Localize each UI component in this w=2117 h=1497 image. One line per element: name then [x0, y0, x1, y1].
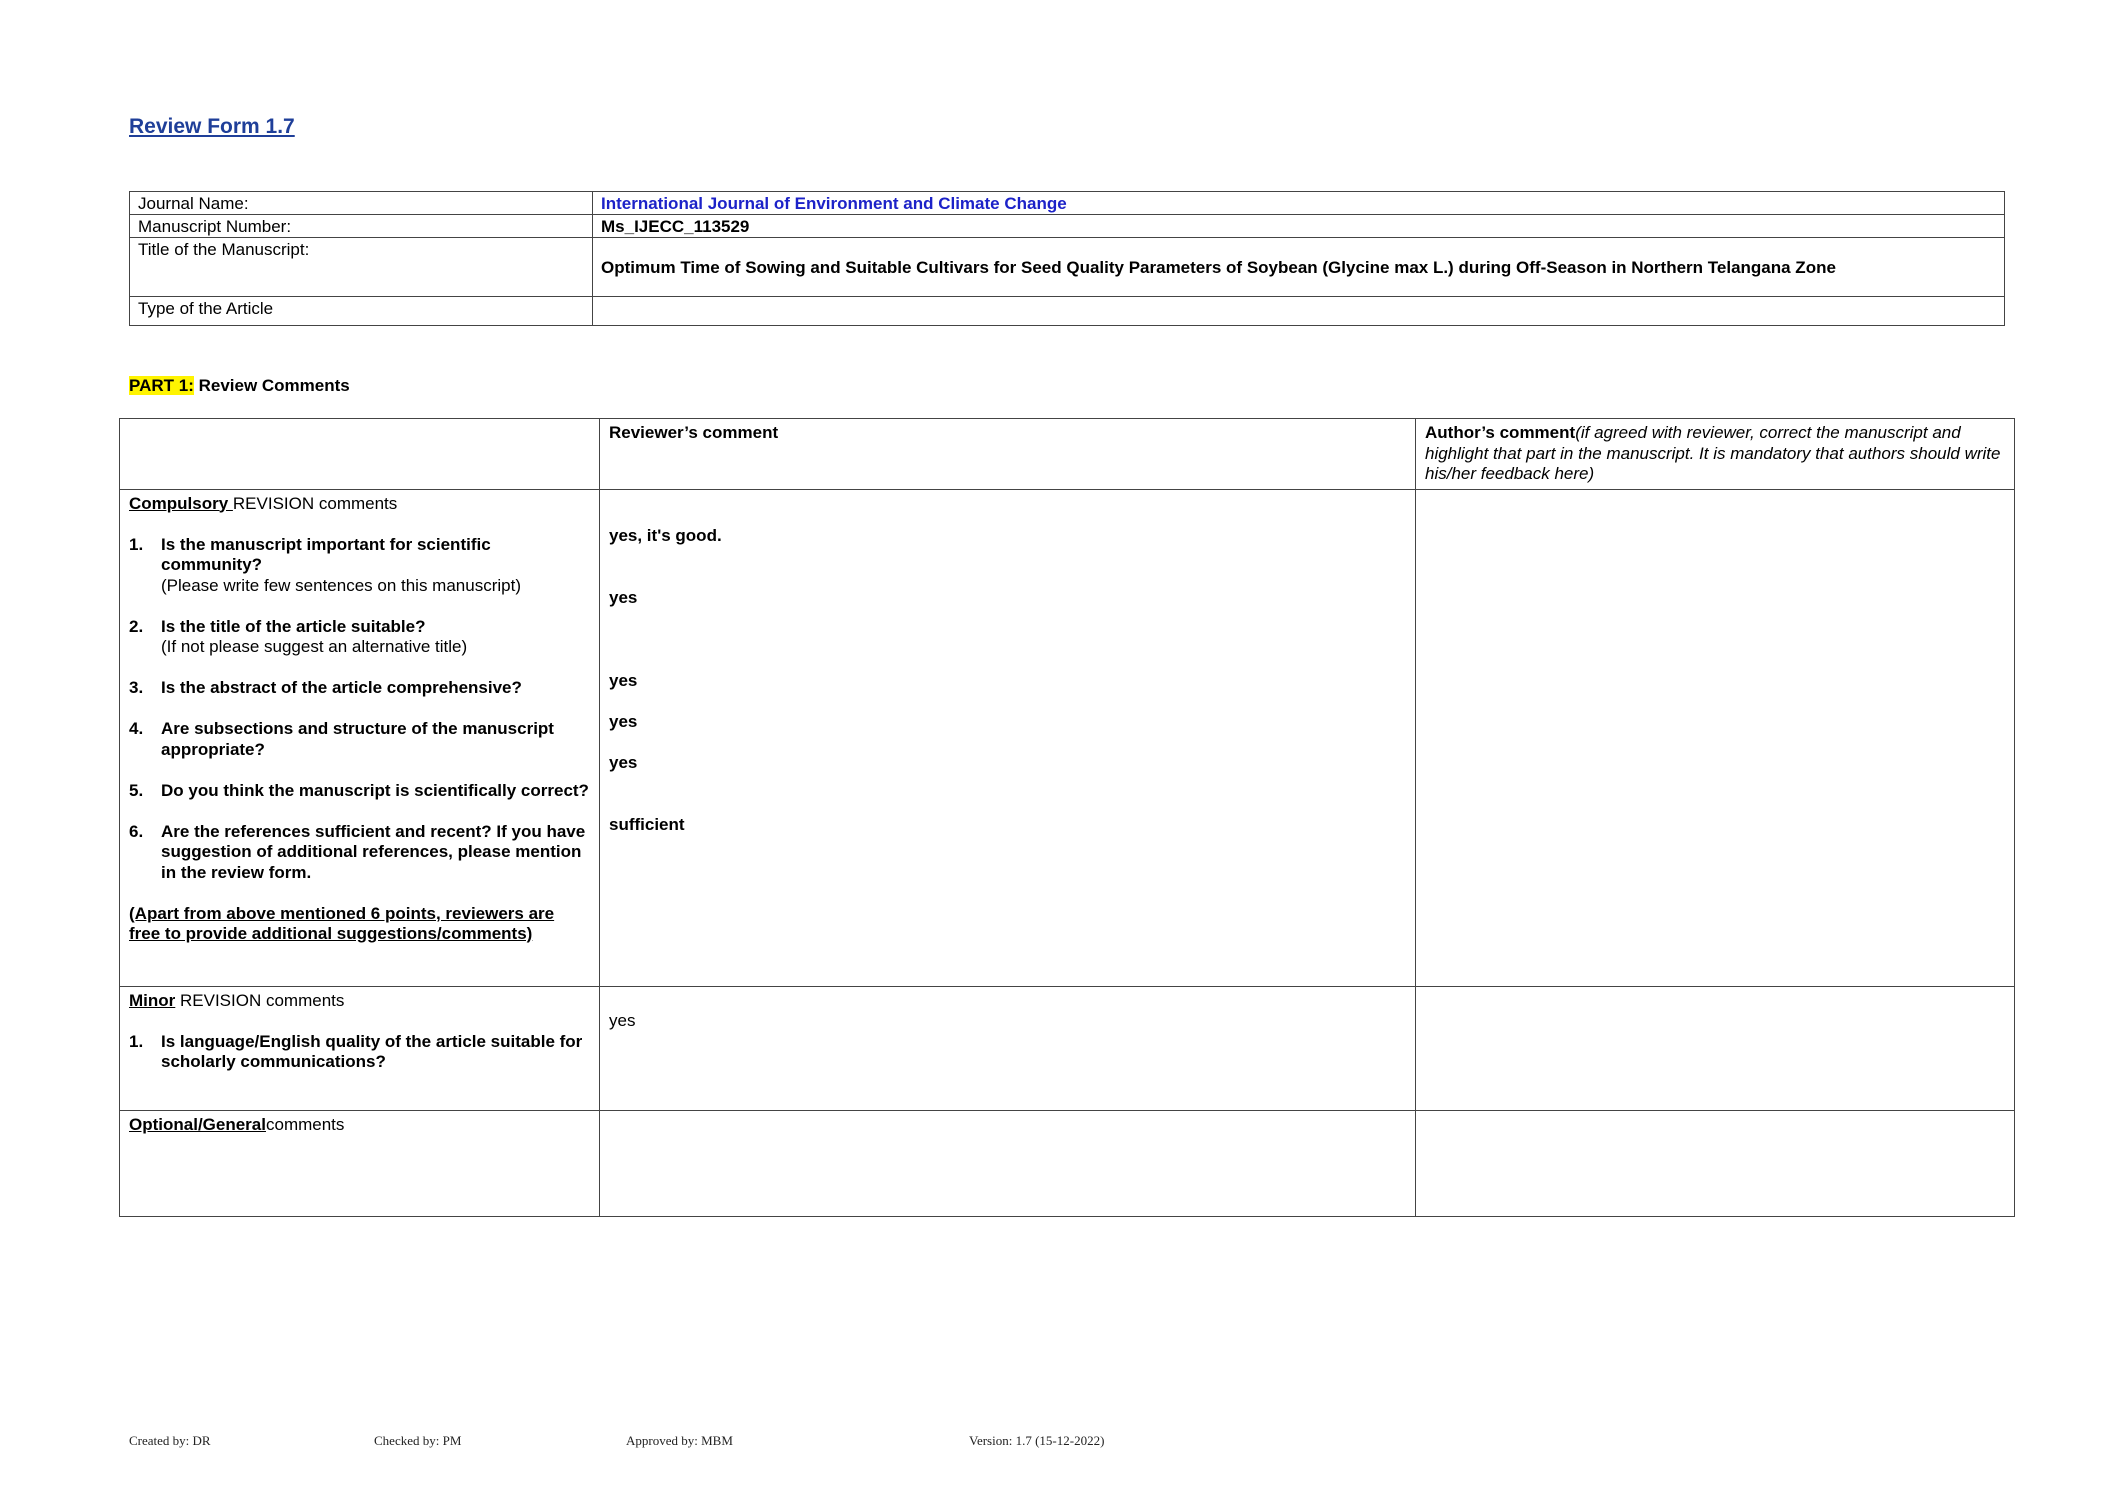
review-comments-table: [119, 418, 2015, 1217]
question-number: 3.: [129, 678, 144, 697]
additional-suggestions-note: (Apart from above mentioned 6 points, reviewers are free to provide additional suggestions/comments): [129, 903, 555, 943]
type-value[interactable]: [593, 297, 2005, 326]
journal-row: [130, 192, 2005, 215]
optional-row: [120, 1110, 2015, 1216]
author-comment-header: [1416, 419, 2015, 490]
title-value: Optimum Time of Sowing and Suitable Cultivars for Seed Quality Parameters of Soybean (Glycine max L.) during Off-Season in Northern Telangana Zone: [593, 238, 2005, 297]
question-text: Is the manuscript important for scientific community?: [161, 534, 491, 574]
footer-checked: Checked by: PM: [374, 1433, 462, 1448]
part1-tag: PART 1:: [129, 376, 194, 395]
minor-question-text: Is language/English quality of the article suitable for scholarly communications?: [161, 1031, 583, 1071]
footer-version: Version: 1.7 (15-12-2022): [969, 1433, 1105, 1448]
reviewer-answer: yes: [609, 752, 638, 772]
answer-list: [609, 494, 1406, 982]
part1-heading: [129, 376, 350, 396]
question-number: 4.: [129, 719, 144, 738]
title-row: [130, 238, 2005, 297]
question-header-cell: [120, 419, 600, 490]
question-number: 2.: [129, 616, 144, 636]
manuscript-number-row: [130, 215, 2005, 238]
journal-value: International Journal of Environment and Climate Change: [593, 192, 2005, 215]
minor-question-number: 1.: [129, 1031, 144, 1051]
minor-label-rest: REVISION comments: [175, 990, 345, 1010]
question-item: [129, 678, 590, 699]
minor-author-cell[interactable]: [1416, 986, 2015, 1110]
compulsory-questions-cell: [120, 489, 600, 986]
question-hint: (If not please suggest an alternative title): [161, 637, 468, 656]
minor-questions-cell: [120, 986, 600, 1110]
question-item: [129, 719, 590, 760]
journal-label: Journal Name:: [130, 192, 593, 215]
form-title[interactable]: Review Form 1.7: [129, 115, 295, 138]
question-body: [161, 678, 590, 699]
question-hint: (Please write few sentences on this manuscript): [161, 575, 521, 595]
part1-title: Review Comments: [193, 376, 350, 395]
question-item: [129, 535, 590, 597]
reviewer-answer: yes, it's good.: [609, 525, 722, 545]
question-text: Is the title of the article suitable?: [161, 616, 426, 636]
optional-label-emph: Optional/General: [129, 1114, 266, 1134]
optional-reviewer-cell[interactable]: [600, 1110, 1416, 1216]
minor-row: [120, 986, 2015, 1110]
reviewer-answer: yes: [609, 587, 638, 607]
compulsory-label: [129, 494, 590, 515]
minor-answer-cell[interactable]: [600, 986, 1416, 1110]
question-text: Are subsections and structure of the manuscript appropriate?: [161, 719, 554, 759]
question-body: [161, 719, 590, 760]
author-feedback-cell[interactable]: [1416, 489, 2015, 986]
question-text: Do you think the manuscript is scientifically correct?: [161, 780, 589, 800]
title-label: Title of the Manuscript:: [130, 238, 593, 297]
reviewer-answer: yes: [609, 670, 638, 690]
question-body: [161, 535, 590, 597]
footer-approved: Approved by: MBM: [626, 1433, 733, 1448]
manuscript-number-label: Manuscript Number:: [130, 215, 593, 238]
optional-label: [129, 1115, 590, 1136]
minor-question: [129, 1032, 590, 1073]
review-header-row: [120, 419, 2015, 490]
question-number: 5.: [129, 780, 144, 800]
footer-created: Created by: DR: [129, 1433, 211, 1448]
question-number: 1.: [129, 534, 144, 554]
question-body: [161, 822, 590, 884]
compulsory-label-rest: REVISION comments: [232, 493, 398, 513]
reviewer-comment-header: Reviewer’s comment: [600, 419, 1416, 490]
reviewer-answer: sufficient: [609, 814, 685, 834]
question-body: [161, 781, 590, 802]
manuscript-number-value: Ms_IJECC_113529: [593, 215, 2005, 238]
minor-label: [129, 991, 590, 1012]
type-row: [130, 297, 2005, 326]
question-item: [129, 617, 590, 658]
optional-label-rest: comments: [265, 1114, 345, 1134]
question-item: [129, 822, 590, 884]
question-list: [129, 535, 590, 884]
type-label: Type of the Article: [130, 297, 593, 326]
manuscript-info-table: [129, 191, 2005, 326]
compulsory-label-emph: Compulsory: [129, 493, 233, 513]
compulsory-row: [120, 489, 2015, 986]
reviewer-answers-cell[interactable]: [600, 489, 1416, 986]
question-text: Is the abstract of the article comprehensive?: [161, 678, 522, 697]
author-comment-header-bold: Author’s comment: [1425, 423, 1576, 442]
author-comment-header-note: (if agreed with reviewer, correct the manuscript and highlight that part in the manuscript. It is mandatory that authors should write his/her feedback here): [1425, 423, 2001, 483]
optional-label-cell: [120, 1110, 600, 1216]
question-text: Are the references sufficient and recent? If you have suggestion of additional references, please mention in the review form.: [161, 821, 586, 882]
question-number: 6.: [129, 821, 144, 841]
minor-label-emph: Minor: [129, 990, 176, 1010]
optional-author-cell[interactable]: [1416, 1110, 2015, 1216]
question-item: [129, 781, 590, 802]
minor-answer: yes: [609, 1011, 636, 1030]
question-body: [161, 617, 590, 658]
reviewer-answer: yes: [609, 711, 638, 731]
